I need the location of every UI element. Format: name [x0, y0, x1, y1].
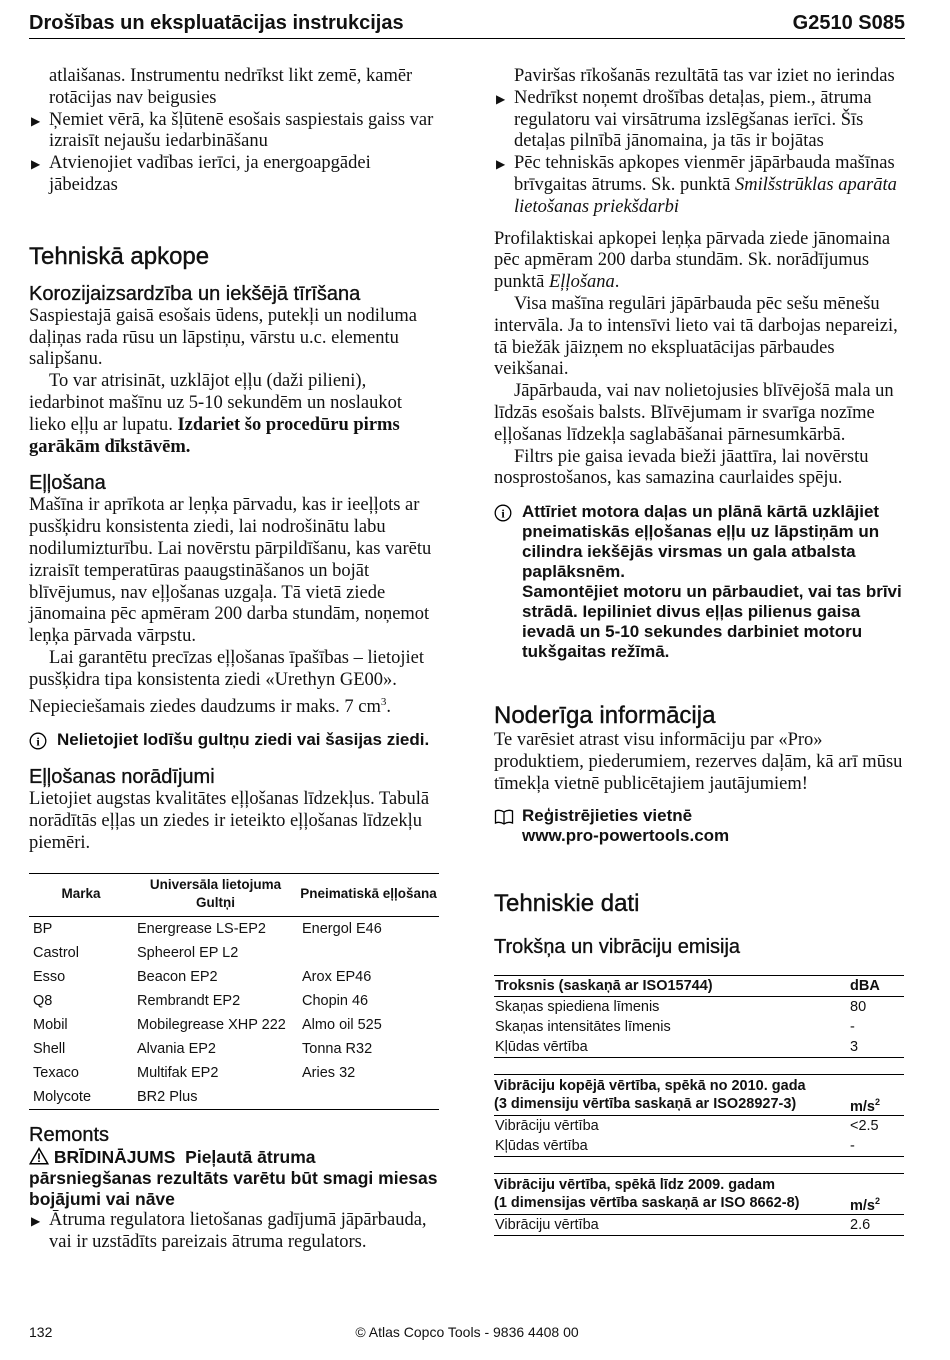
table-cell: Vibrāciju vērtība: [494, 1214, 848, 1235]
table-header-row: [494, 975, 904, 996]
table-cell: [298, 941, 439, 965]
subheading-repairs: Remonts: [29, 1123, 110, 1146]
lubrication-paragraph-2: [29, 648, 439, 719]
table-cell: Chopin 46: [302, 992, 369, 1009]
warning-word: BRĪDINĀJUMS: [53, 1146, 176, 1167]
book-icon: [494, 808, 514, 826]
header-line: (1 dimensijas vērtība saskaņā ar ISO 8662-8): [494, 1194, 800, 1211]
bullet-item: [29, 110, 439, 154]
header-line: Vibrāciju kopējā vērtība, spēkā no 2010. gada: [494, 1077, 806, 1094]
table-header-row: [494, 1173, 904, 1214]
unit-header: dBA: [848, 975, 904, 996]
table-cell: BP: [33, 920, 53, 937]
bullet-text: Atvienojiet vadības ierīci, ja energoapgādei jābeidzas: [49, 153, 371, 195]
table-cell: Tonna R32: [302, 1040, 373, 1057]
table-cell: Beacon EP2: [137, 968, 218, 985]
bullet-text: Ņemiet vērā, ka šļūtenē esošais saspiestais gaiss var izraisīt nejaušu iedarbināšanu: [49, 109, 434, 152]
bullet-text: Pēc tehniskās apkopes vienmēr jāpārbauda mašīnas brīvgaitas ātrums. Sk. punktā: [514, 153, 895, 195]
section-heading-tech-data: Tehniskie dati: [494, 889, 640, 917]
table-cell: Castrol: [33, 944, 79, 961]
model-number: G2510 S085: [792, 12, 905, 34]
info-icon: [494, 504, 512, 522]
table-cell: 2.6: [848, 1214, 904, 1235]
table-cell: Skaņas spiediena līmenis: [495, 998, 660, 1015]
table-row: [494, 1214, 904, 1235]
cross-reference: Smilšstrūklas aparāta lietošanas priekšdarbi: [514, 174, 897, 217]
warning-text: Pieļautā ātruma pārsniegšanas rezultāts varētu būt smagi miesas bojājumi vai nāve: [29, 1146, 438, 1209]
table-cell: BR2 Plus: [133, 1085, 298, 1110]
website-link[interactable]: www.pro-powertools.com: [522, 825, 730, 845]
info-icon: [29, 732, 47, 750]
table-cell: Texaco: [33, 1064, 79, 1081]
table-header: [494, 1074, 848, 1115]
cross-reference: Eļļošana: [548, 272, 615, 293]
table-cell: <2.5: [850, 1117, 879, 1134]
table-cell: Aries 32: [302, 1064, 356, 1081]
corrosion-paragraph-2: [29, 371, 439, 458]
table-cell: Q8: [33, 992, 53, 1009]
info-paragraph: Te varēsiet atrast visu informāciju par «Pro» produktiem, piederumiem, rezerves daļām, kā arī mūsu tīmekļa vietnē publicētajiem jautājumiem!: [494, 730, 903, 794]
table-cell: 80: [850, 998, 867, 1015]
table-cell: Spheerol EP L2: [137, 944, 239, 961]
page-header: [29, 10, 905, 39]
table-cell: Energol E46: [302, 920, 382, 937]
svg-text:i: i: [501, 506, 505, 521]
table-cell: Mobil: [33, 1016, 68, 1033]
table-cell: Kļūdas vērtība: [494, 1136, 848, 1157]
right-column: [494, 66, 906, 1236]
table-row: [494, 1115, 904, 1136]
unit: m/s: [850, 1197, 875, 1214]
left-column: [29, 66, 439, 1253]
unit: m/s: [850, 1098, 875, 1115]
bullet-text: Ātruma regulatora lietošanas gadījumā jāpārbauda, vai ir uzstādīts pareizais ātruma regulators.: [49, 1209, 427, 1252]
table-row: [29, 1037, 439, 1061]
info-note: [494, 502, 906, 662]
note-text: Nelietojiet lodīšu gultņu ziedi vai šasijas ziedi.: [57, 730, 430, 750]
table-cell: Shell: [33, 1040, 66, 1057]
column-header: Marka: [29, 873, 133, 916]
table-cell: Molycote: [29, 1085, 133, 1110]
superscript: 2: [875, 1096, 881, 1107]
register-note: [494, 806, 906, 846]
corrosion-bold-text: Izdariet šo procedūru pirms garākām dīkstāvēm.: [29, 414, 400, 457]
section-heading-maintenance: Tehniskā apkope: [29, 242, 210, 270]
lubrication-text: Lai garantētu precīzas eļļošanas īpašības – lietojiet pusšķidra tipa konsistenta ziedi «Urethyn GE00». Nepieciešamais ziedes daudzums ir maks. 7 cm: [29, 647, 424, 717]
table-cell: -: [848, 1136, 904, 1157]
svg-text:i: i: [36, 734, 40, 749]
note-text: Attīriet motora daļas un plānā kārtā uzklājiet pneimatiskās eļļošanas eļļu uz lāpstiņām un cilindra iekšējās virsmas un gala atbalsta paplāksnēm.: [522, 502, 880, 582]
arrow-bullet-icon: ▶: [31, 157, 41, 172]
table-header: [494, 1173, 848, 1214]
info-note: [29, 730, 439, 750]
note-text: Samontējiet motoru un pārbaudiet, vai tas brīvi strādā. Iepiliniet divus eļļas pilienus gaisa ievadā un 5-10 sekundes darbiniet motoru tukšgaitas režīmā.: [522, 582, 902, 662]
table-row: [29, 1061, 439, 1085]
table-cell: 3: [848, 1037, 904, 1058]
arrow-bullet-icon: ▶: [496, 91, 506, 106]
paragraph-text: Profilaktiskai apkopei leņķa pārvada ziede jānomaina pēc apmēram 200 darba stundām. Sk. norādījumus punktā: [494, 228, 891, 293]
continued-text: Paviršas rīkošanās rezultātā tas var iziet no ierindas: [514, 66, 895, 86]
subheading-lubrication: Eļļošana: [29, 472, 106, 495]
intro-text: atlaišanas. Instrumentu nedrīkst likt zemē, kamēr rotācijas nav beigusies: [49, 66, 413, 108]
guide-paragraph: Lietojiet augstas kvalitātes eļļošanas līdzekļus. Tabulā norādītās eļļas un ziedes ir ieteikto eļļošanas līdzekļu piemēri.: [29, 789, 430, 854]
section-heading-useful-info: Noderīga informācija: [494, 702, 716, 730]
table-cell: Energrease LS-EP2: [137, 920, 266, 937]
table-row: [29, 1085, 439, 1110]
table-cell: Rembrandt EP2: [137, 992, 241, 1009]
table-row: [29, 941, 439, 965]
table-row: [29, 965, 439, 989]
column-header: Universāla lietojuma Gultņi: [133, 873, 298, 916]
table-row: [494, 996, 904, 1017]
document-title: Drošības un ekspluatācijas instrukcijas: [29, 12, 404, 34]
subheading-corrosion: Korozijaizsardzība un iekšējā tīrīšana: [29, 282, 361, 305]
bullet-item: [29, 153, 439, 197]
arrow-bullet-icon: ▶: [31, 1213, 41, 1228]
table-cell: [298, 1085, 439, 1110]
table-cell: Alvania EP2: [137, 1040, 216, 1057]
vibration-table-2009: [494, 1173, 904, 1236]
maintenance-paragraph-2: Visa mašīna regulāri jāpārbauda pēc sešu mēnešu intervāla. Ja to intensīvi lieto vai tā darbojas nepareizi, tā biežāk jāizņem no ekspluatācijas pārbaudes veikšanai.: [494, 293, 898, 380]
column-header: Pneimatiskā eļļošana: [298, 873, 439, 916]
table-header-row: [494, 1074, 904, 1115]
bullet-item: [494, 153, 906, 218]
table-cell: Arox EP46: [302, 968, 372, 985]
header-line: (3 dimensiju vērtība saskaņā ar ISO28927-3): [494, 1095, 797, 1112]
corrosion-paragraph-1: Saspiestajā gaisā esošais ūdens, putekļi un nodiluma daļiņas rada rūsu un lāpstiņu, vārstu u.c. elementu salipšanu.: [29, 305, 417, 370]
bullet-text: Nedrīkst noņemt drošības detaļas, piem., ātruma regulatoru vai virsātruma izslēgšanas ierīci. Šīs detaļas pilnībā jānomaina, ja tās ir bojātas: [514, 87, 872, 152]
table-row: [29, 989, 439, 1013]
superscript: 3: [380, 695, 387, 708]
table-cell: Multifak EP2: [137, 1064, 219, 1081]
lubrication-paragraph-1: Mašīna ir aprīkota ar leņķa pārvadu, kas ir ieeļļots ar pusšķidru konsistenta ziedi, lai nodrošinātu labu nodilumizturību. Lai novērstu pārpildīšanu, kas varētu izraisīt temperatūras paaugstināšanos un bojāt blīvējumus, nav eļļošanas uzgaļa. Tā vietā ziede jānomaina pēc apmēram 200 darba stundām, noņemot leņķa pārvada vārpstu.: [29, 495, 432, 647]
table-cell: Vibrāciju vērtība: [495, 1117, 599, 1134]
table-cell: Almo oil 525: [302, 1016, 382, 1033]
register-label: Reģistrējieties vietnē: [522, 805, 693, 825]
bullet-item: [494, 88, 906, 153]
unit-header: [848, 1074, 904, 1115]
period: .: [614, 272, 620, 293]
table-row: [494, 1037, 904, 1058]
arrow-bullet-icon: ▶: [496, 157, 506, 172]
table-header-row: [29, 873, 439, 916]
corrosion-text: To var atrisināt, uzklājot eļļu (daži pilieni), iedarbinot mašīnu uz 5-10 sekundēm un noslaukot lieko eļļu ar lupatu.: [29, 371, 403, 435]
warning-block: [29, 1147, 439, 1210]
table-cell: Skaņas intensitātes līmenis: [495, 1018, 671, 1035]
subheading-emission: Trokšņa un vibrāciju emisija: [494, 935, 741, 958]
superscript: 2: [875, 1195, 881, 1206]
table-row: [494, 1017, 904, 1037]
bullet-item: [29, 1210, 439, 1254]
vibration-table-2010: [494, 1074, 904, 1157]
noise-table: [494, 975, 904, 1058]
table-cell: -: [850, 1018, 855, 1035]
header-line: Vibrāciju vērtība, spēkā līdz 2009. gadam: [494, 1176, 776, 1193]
maintenance-paragraph-3: Jāpārbauda, vai nav nolietojusies blīvējošā mala un līdzās esošais balsts. Blīvējumam ir svarīga nozīme eļļošanas līdzekļa saglabāšanai pārnesumkārbā.: [494, 381, 894, 445]
table-cell: Esso: [33, 968, 66, 985]
warning-triangle-icon: [29, 1147, 49, 1165]
unit-header: [848, 1173, 904, 1214]
table-header: Troksnis (saskaņā ar ISO15744): [494, 975, 848, 996]
arrow-bullet-icon: ▶: [31, 113, 41, 128]
subheading-lubrication-guide: Eļļošanas norādījumi: [29, 766, 215, 789]
table-row: [494, 1136, 904, 1157]
table-cell: Mobilegrease XHP 222: [137, 1016, 286, 1033]
table-cell: Kļūdas vērtība: [494, 1037, 848, 1058]
table-row: [29, 1013, 439, 1037]
maintenance-paragraph-4: Filtrs pie gaisa ievada bieži jāattīra, lai novērstu nosprostošanos, kas samazina caurlaides spēju.: [494, 446, 869, 489]
lubricant-table: [29, 873, 439, 1110]
maintenance-paragraph-1: [494, 229, 906, 294]
page-number: 132: [29, 1324, 53, 1340]
copyright: © Atlas Copco Tools - 9836 4408 00: [355, 1324, 579, 1340]
period: .: [386, 696, 392, 717]
table-row: [29, 916, 439, 941]
